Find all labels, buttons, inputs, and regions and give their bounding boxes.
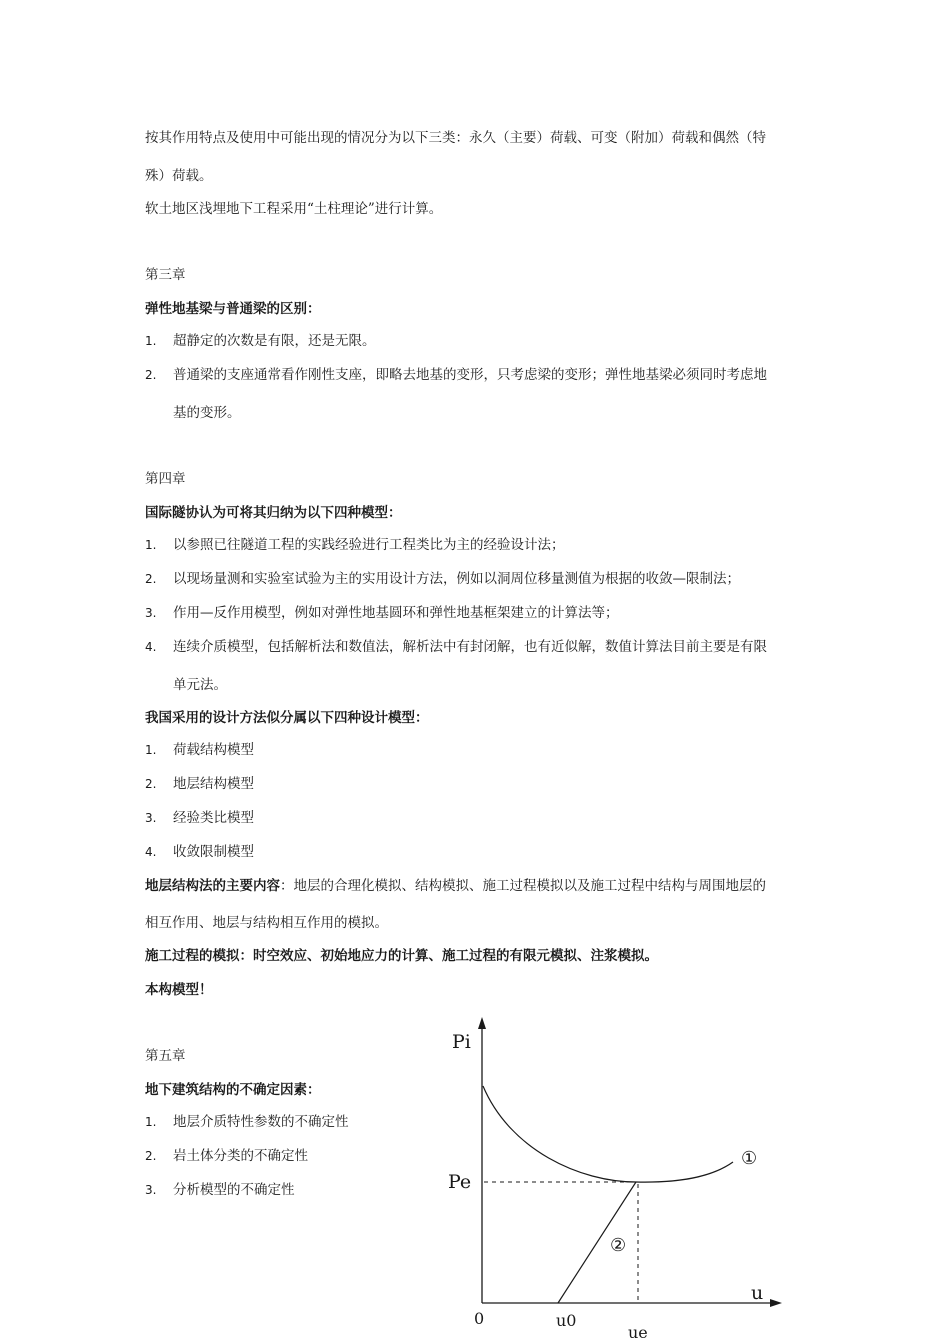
- list-item: 地层介质特性参数的不确定性: [173, 1114, 349, 1130]
- stratum-structure-continuation: 相互作用、地层与结构相互作用的模拟。: [145, 915, 388, 931]
- chapter-5-heading: 第五章: [145, 1048, 186, 1064]
- paragraph-lead: 地层结构法的主要内容: [145, 878, 280, 894]
- list-number: 2.: [145, 572, 157, 586]
- list-number: 3.: [145, 606, 157, 620]
- list-item: 作用—反作用模型，例如对弹性地基圆环和弹性地基框架建立的计算法等；: [173, 605, 619, 621]
- list-item: 岩土体分类的不确定性: [173, 1148, 308, 1164]
- list-number: 1.: [145, 538, 157, 552]
- list-item: 连续介质模型，包括解析法和数值法，解析法中有封闭解，也有近似解，数值计算法目前主要是有限: [173, 639, 767, 655]
- list-item: 超静定的次数是有限，还是无限。: [173, 333, 376, 349]
- paragraph-body: ：地层的合理化模拟、结构模拟、施工过程模拟以及施工过程中结构与周围地层的: [280, 878, 766, 894]
- list-item: 荷载结构模型: [173, 742, 254, 758]
- list-number: 4.: [145, 845, 157, 859]
- list-number: 2.: [145, 1149, 157, 1163]
- x-axis-label: u: [751, 1282, 764, 1304]
- origin-label: 0: [474, 1309, 485, 1328]
- list-item: 以参照已往隧道工程的实践经验进行工程类比为主的经验设计法；: [173, 537, 565, 553]
- chapter-5-title: 地下建筑结构的不确定因素：: [145, 1082, 321, 1098]
- intro-line-3: 软土地区浅埋地下工程采用“土柱理论”进行计算。: [145, 201, 443, 217]
- list-item: 地层结构模型: [173, 776, 254, 792]
- list-number: 4.: [145, 640, 157, 654]
- list-item-continuation: 单元法。: [173, 677, 227, 693]
- design-models-title: 我国采用的设计方法似分属以下四种设计模型：: [145, 710, 429, 726]
- list-number: 2.: [145, 777, 157, 791]
- intro-line-1: 按其作用特点及使用中可能出现的情况分为以下三类：永久（主要）荷载、可变（附加）荷载和偶然（特: [145, 130, 766, 146]
- list-item: 收敛限制模型: [173, 844, 254, 860]
- list-number: 1.: [145, 334, 157, 348]
- construction-simulation-paragraph: 施工过程的模拟：时空效应、初始地应力的计算、施工过程的有限元模拟、注浆模拟。: [145, 948, 658, 964]
- list-number: 2.: [145, 368, 157, 382]
- list-item: 以现场量测和实验室试验为主的实用设计方法，例如以洞周位移量测值为根据的收敛—限制法；: [173, 571, 740, 587]
- list-number: 3.: [145, 811, 157, 825]
- list-number: 1.: [145, 1115, 157, 1129]
- list-number: 1.: [145, 743, 157, 757]
- chapter-3-heading: 第三章: [145, 267, 186, 283]
- list-number: 3.: [145, 1183, 157, 1197]
- curve-1-label: ①: [741, 1148, 758, 1169]
- list-item: 经验类比模型: [173, 810, 254, 826]
- y-axis-label: Pi: [452, 1031, 471, 1053]
- intro-line-2: 殊）荷载。: [145, 168, 213, 184]
- u0-label: u0: [556, 1311, 577, 1330]
- chapter-3-title: 弹性地基梁与普通梁的区别：: [145, 301, 321, 317]
- chapter-4-title: 国际隧协认为可将其归纳为以下四种模型：: [145, 505, 402, 521]
- ue-label: ue: [628, 1323, 648, 1342]
- list-item-continuation: 基的变形。: [173, 405, 241, 421]
- list-item: 分析模型的不确定性: [173, 1182, 295, 1198]
- chapter-4-heading: 第四章: [145, 471, 186, 487]
- curve-1: [483, 1086, 733, 1182]
- curve-2-label: ②: [610, 1235, 627, 1256]
- x-axis-arrow: [770, 1299, 782, 1307]
- constitutive-model-paragraph: 本构模型！: [145, 982, 213, 998]
- pe-label: Pe: [448, 1171, 472, 1193]
- y-axis-arrow: [478, 1017, 486, 1029]
- list-item: 普通梁的支座通常看作刚性支座，即略去地基的变形，只考虑梁的变形；弹性地基梁必须同时考虑地: [173, 367, 767, 383]
